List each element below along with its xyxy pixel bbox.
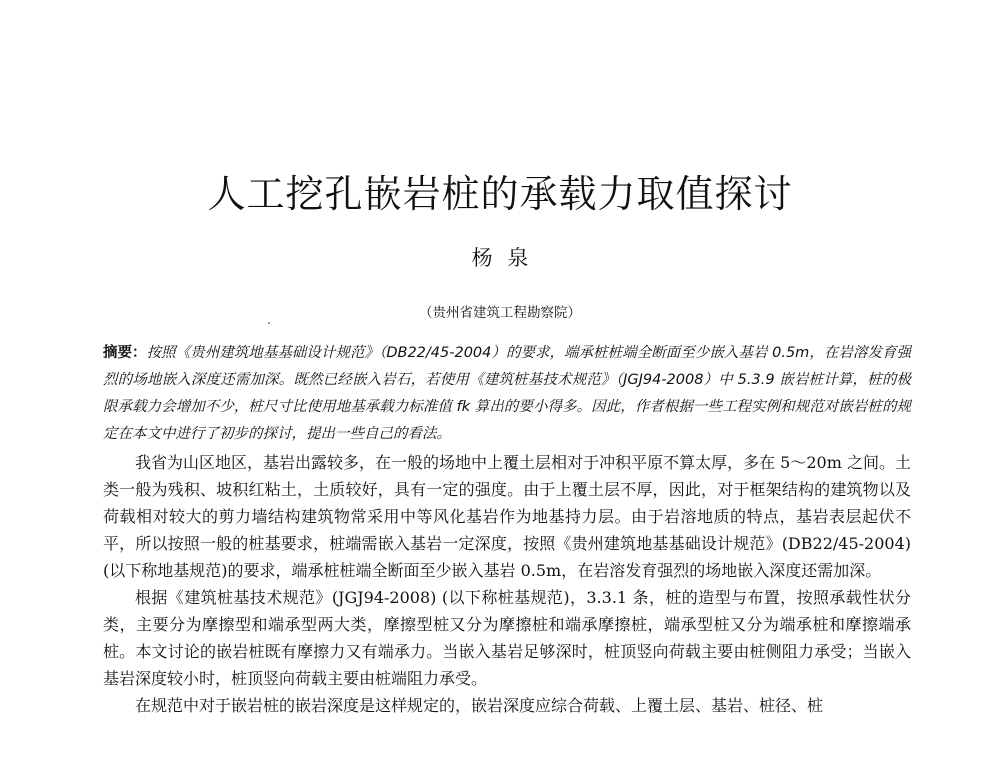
body-paragraph-3: 在规范中对于嵌岩桩的嵌岩深度是这样规定的，嵌岩深度应综合荷载、上覆土层、基岩、桩径、桩 — [135, 696, 824, 715]
author-given-name: 泉 — [507, 246, 529, 270]
abstract-text: 按照《贵州建筑地基基础设计规范》（DB22/45-2004）的要求，端承桩桩端全断面至少嵌入基岩 0.5m，在岩溶发育强烈的场地嵌入深度还需加深。既然已经嵌入岩石，若使用《建筑桩基技术规范》（JGJ94-2008）中 5.3.9 嵌岩桩计算，桩的极限承载力会增加不少，桩尺寸比使用地基承载力标准值 fk 算出的要小得多。因此，作者根据一些工程实例和规范对嵌岩桩的规定在本文中进行了初步的探讨，提出一些自己的看法。 — [103, 345, 911, 442]
author-affiliation: （贵州省建筑工程勘察院） — [419, 305, 581, 321]
abstract — [103, 340, 911, 448]
body-text — [103, 449, 911, 719]
author-surname: 杨 — [471, 246, 493, 270]
body-paragraph-2: 根据《建筑桩基技术规范》(JGJ94-2008) (以下称桩基规范)，3.3.1 条，桩的造型与布置，按照承载性状分类，主要分为摩擦型和端承型两大类，摩擦型桩又分为摩擦桩和端承摩擦桩，端承型桩又分为端承桩和摩擦端承桩。本文讨论的嵌岩桩既有摩擦力又有端承力。当嵌入基岩足够深时，桩顶竖向荷载主要由桩侧阻力承受；当嵌入基岩深度较小时，桩顶竖向荷载主要由桩端阻力承受。 — [103, 588, 911, 688]
scan-speck — [268, 322, 270, 324]
paper-title: 人工挖孔嵌岩桩的承载力取值探讨 — [207, 172, 793, 216]
abstract-label: 摘要： — [103, 345, 147, 361]
body-paragraph-1: 我省为山区地区，基岩出露较多，在一般的场地中上覆土层相对于冲积平原不算太厚，多在 5～20m 之间。土类一般为残积、坡积红粘土，土质较好，具有一定的强度。由于上覆土层不厚，因此，对于框架结构的建筑物以及荷载相对较大的剪力墙结构建筑物常采用中等风化基岩作为地基持力层。由于岩溶地质的特点，基岩表层起伏不平，所以按照一般的桩基要求，桩端需嵌入基岩一定深度，按照《贵州建筑地基基础设计规范》(DB22/45-2004) (以下称地基规范)的要求，端承桩桩端全断面至少嵌入基岩 0.5m，在岩溶发育强烈的场地嵌入深度还需加深。 — [103, 453, 911, 580]
author-name — [0, 242, 1000, 272]
